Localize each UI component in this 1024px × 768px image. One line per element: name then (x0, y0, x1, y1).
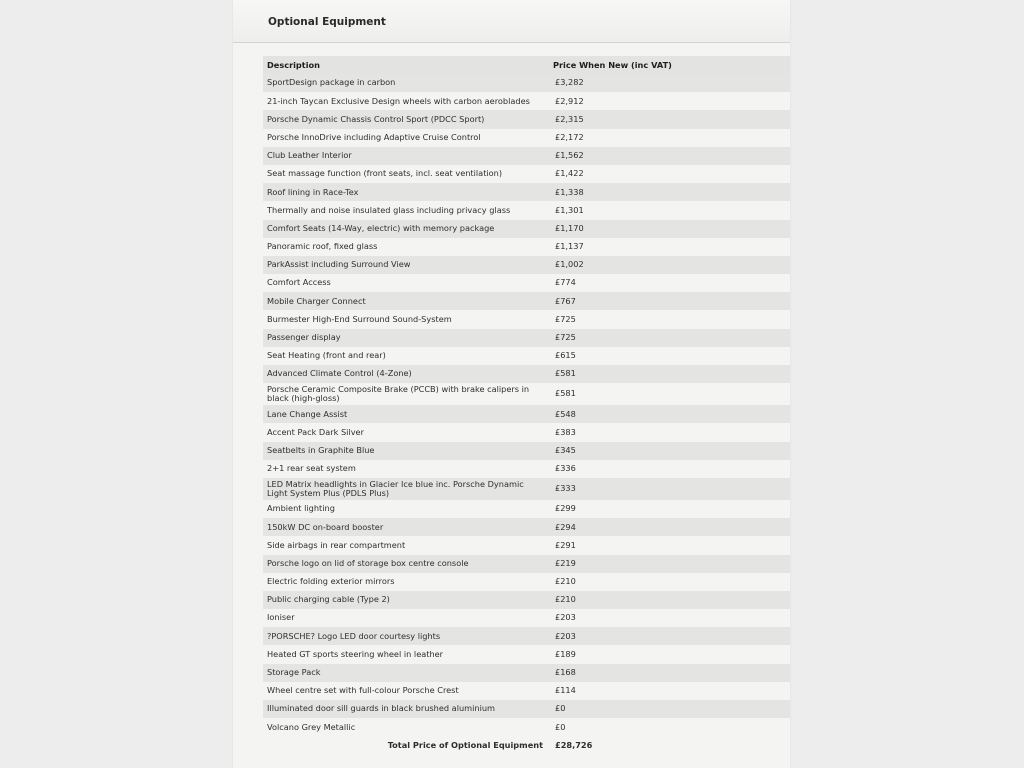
table-row (263, 500, 790, 518)
table-row (263, 347, 790, 365)
equipment-price: £581 (549, 383, 790, 405)
table-row (263, 700, 790, 718)
equipment-price: £1,002 (549, 256, 790, 274)
table-row (263, 110, 790, 128)
equipment-price: £203 (549, 627, 790, 645)
table-row (263, 573, 790, 591)
equipment-description: Storage Pack (263, 664, 549, 682)
equipment-price: £210 (549, 591, 790, 609)
table-row (263, 292, 790, 310)
equipment-price: £1,301 (549, 201, 790, 219)
table-row (263, 645, 790, 663)
equipment-price: £114 (549, 682, 790, 700)
total-value: £28,726 (555, 739, 593, 750)
equipment-description: Porsche logo on lid of storage box centre console (263, 555, 549, 573)
equipment-price: £2,172 (549, 129, 790, 147)
equipment-description: Thermally and noise insulated glass including privacy glass (263, 201, 549, 219)
equipment-description: Porsche Dynamic Chassis Control Sport (PDCC Sport) (263, 110, 549, 128)
table-row (263, 664, 790, 682)
equipment-price: £168 (549, 664, 790, 682)
equipment-description: Volcano Grey Metallic (263, 718, 549, 736)
equipment-description: SportDesign package in carbon (263, 74, 549, 92)
table-row (263, 238, 790, 256)
equipment-description: Heated GT sports steering wheel in leather (263, 645, 549, 663)
table-row (263, 165, 790, 183)
equipment-description: Public charging cable (Type 2) (263, 591, 549, 609)
equipment-description: Burmester High-End Surround Sound-System (263, 310, 549, 328)
table-row (263, 423, 790, 441)
equipment-price: £2,912 (549, 92, 790, 110)
equipment-price: £0 (549, 718, 790, 736)
table-row (263, 627, 790, 645)
section-title: Optional Equipment (268, 16, 386, 28)
table-header-row (263, 56, 790, 74)
equipment-price: £767 (549, 292, 790, 310)
table-row (263, 460, 790, 478)
table-row (263, 74, 790, 92)
equipment-price: £774 (549, 274, 790, 292)
description-column-header: Description (263, 56, 549, 74)
total-row (263, 736, 790, 754)
equipment-description: Seat massage function (front seats, incl. seat ventilation) (263, 165, 549, 183)
equipment-price: £1,422 (549, 165, 790, 183)
equipment-price: £581 (549, 365, 790, 383)
equipment-price: £333 (549, 478, 790, 500)
equipment-description: Porsche Ceramic Composite Brake (PCCB) with brake calipers in black (high-gloss) (263, 383, 549, 405)
equipment-price: £219 (549, 555, 790, 573)
table-row (263, 718, 790, 736)
equipment-description: Illuminated door sill guards in black brushed aluminium (263, 700, 549, 718)
table-row (263, 365, 790, 383)
table-row (263, 310, 790, 328)
document-page (233, 0, 790, 768)
equipment-price: £615 (549, 347, 790, 365)
equipment-description: Passenger display (263, 329, 549, 347)
equipment-price: £725 (549, 329, 790, 347)
equipment-price: £1,170 (549, 220, 790, 238)
table-row (263, 405, 790, 423)
equipment-description: Accent Pack Dark Silver (263, 423, 549, 441)
table-row (263, 201, 790, 219)
table-body (263, 74, 790, 736)
equipment-price: £2,315 (549, 110, 790, 128)
equipment-description: Ambient lighting (263, 500, 549, 518)
equipment-description: Comfort Seats (14-Way, electric) with memory package (263, 220, 549, 238)
equipment-description: Ioniser (263, 609, 549, 627)
table-row (263, 129, 790, 147)
total-label: Total Price of Optional Equipment (387, 739, 543, 750)
equipment-description: Comfort Access (263, 274, 549, 292)
table-row (263, 591, 790, 609)
equipment-description: ParkAssist including Surround View (263, 256, 549, 274)
equipment-price: £0 (549, 700, 790, 718)
equipment-description: 150kW DC on-board booster (263, 518, 549, 536)
equipment-price: £3,282 (549, 74, 790, 92)
equipment-price: £291 (549, 536, 790, 554)
equipment-price: £299 (549, 500, 790, 518)
equipment-price: £383 (549, 423, 790, 441)
table-row (263, 478, 790, 500)
equipment-price: £203 (549, 609, 790, 627)
optional-equipment-table (263, 56, 790, 755)
table-row (263, 682, 790, 700)
table-row (263, 147, 790, 165)
equipment-price: £336 (549, 460, 790, 478)
table-row (263, 329, 790, 347)
equipment-description: Mobile Charger Connect (263, 292, 549, 310)
equipment-price: £548 (549, 405, 790, 423)
table-row (263, 256, 790, 274)
equipment-description: Electric folding exterior mirrors (263, 573, 549, 591)
table-row (263, 518, 790, 536)
equipment-description: Club Leather Interior (263, 147, 549, 165)
equipment-description: Advanced Climate Control (4-Zone) (263, 365, 549, 383)
equipment-price: £294 (549, 518, 790, 536)
equipment-price: £725 (549, 310, 790, 328)
equipment-price: £1,338 (549, 183, 790, 201)
equipment-description: Lane Change Assist (263, 405, 549, 423)
equipment-price: £1,562 (549, 147, 790, 165)
table-row (263, 609, 790, 627)
price-column-header: Price When New (inc VAT) (549, 56, 790, 74)
equipment-description: Porsche InnoDrive including Adaptive Cruise Control (263, 129, 549, 147)
table-row (263, 92, 790, 110)
equipment-description: Panoramic roof, fixed glass (263, 238, 549, 256)
equipment-description: Seat Heating (front and rear) (263, 347, 549, 365)
table-row (263, 536, 790, 554)
table-row (263, 274, 790, 292)
table-row (263, 442, 790, 460)
equipment-description: 2+1 rear seat system (263, 460, 549, 478)
table-row (263, 183, 790, 201)
equipment-description: ?PORSCHE? Logo LED door courtesy lights (263, 627, 549, 645)
table-row (263, 383, 790, 405)
equipment-description: Roof lining in Race-Tex (263, 183, 549, 201)
equipment-description: LED Matrix headlights in Glacier Ice blue inc. Porsche Dynamic Light System Plus (PDLS Plus) (263, 478, 549, 500)
equipment-price: £210 (549, 573, 790, 591)
equipment-description: Wheel centre set with full-colour Porsche Crest (263, 682, 549, 700)
table-row (263, 555, 790, 573)
equipment-description: Side airbags in rear compartment (263, 536, 549, 554)
equipment-price: £1,137 (549, 238, 790, 256)
table-row (263, 220, 790, 238)
equipment-price: £345 (549, 442, 790, 460)
equipment-description: 21-inch Taycan Exclusive Design wheels with carbon aeroblades (263, 92, 549, 110)
equipment-price: £189 (549, 645, 790, 663)
equipment-description: Seatbelts in Graphite Blue (263, 442, 549, 460)
